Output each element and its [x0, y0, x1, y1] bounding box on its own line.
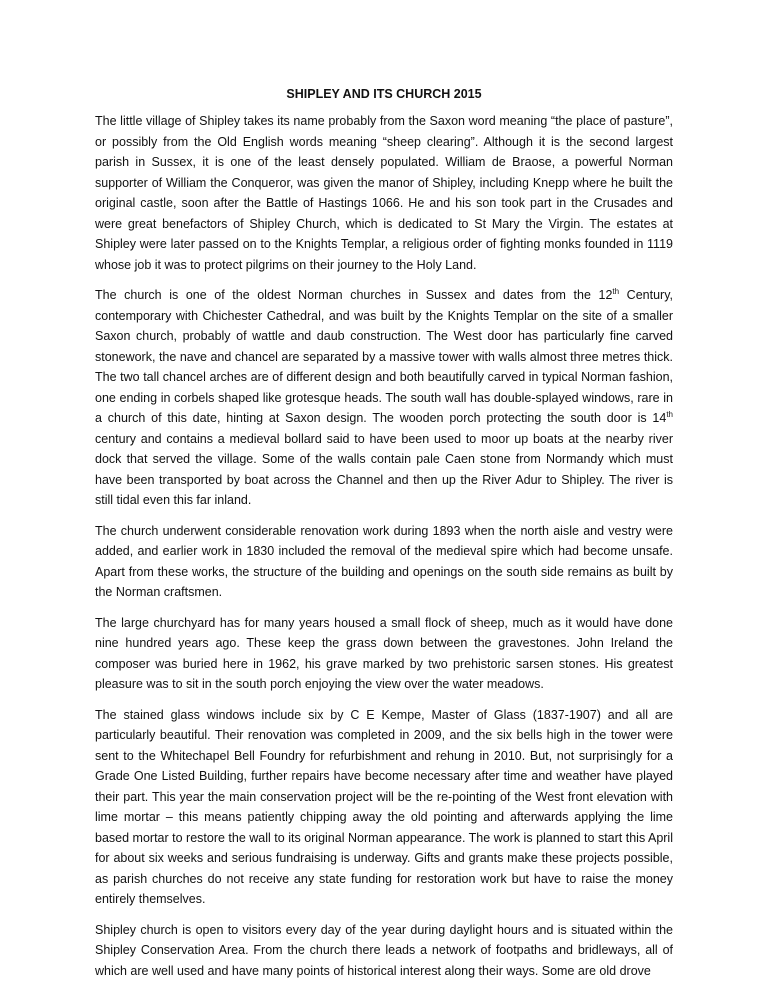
paragraph-stained-glass: The stained glass windows include six by C E Kempe, Master of Glass (1837-1907) and all are particularly beautiful. Their renovation was completed in 2009, and the six bells high in the tower were sent to the Whitechapel Bell Foundry for refurbishment and rehung in 2010. But, not surprisingly for a Grade One Listed Building, further repairs have become necessary after time and weather have played their part. This year the main conservation project will be the re-pointing of the West front elevation with lime mortar – this means patiently chipping away the old pointing and afterwards applying the lime based mortar to restore the wall to its original Norman appearance. The work is planned to start this April for about six weeks and serious fundraising is underway. Gifts and grants make these projects possible, as parish churches do not receive any state funding for restoration work but have to raise the money entirely themselves.	[95, 707, 673, 906]
text-segment: century and contains a medieval bollard said to have been used to moor up boats at the nearby river dock that served the village. Some of the walls contain pale Caen stone from Normandy which must have been transported by boat across the Channel and then up the River Adur to Shipley. The river is still tidal even this far inland.	[95, 431, 673, 507]
paragraph-churchyard: The large churchyard has for many years housed a small flock of sheep, much as it would have done nine hundred years ago. These keep the grass down between the gravestones. John Ireland the composer was buried here in 1962, his grave marked by two prehistoric sarsen stones. His greatest pleasure was to sit in the south porch enjoying the view over the water meadows.	[95, 615, 673, 691]
superscript: th	[612, 286, 620, 296]
document-title: SHIPLEY AND ITS CHURCH 2015	[286, 87, 482, 101]
paragraph-renovation: The church underwent considerable renovation work during 1893 when the north aisle and vestry were added, and earlier work in 1830 included the removal of the medieval spire which had become unsafe. Apart from these works, the structure of the building and openings on the south side remains as built by the Norman craftsmen.	[95, 523, 673, 599]
text-segment: Century, contemporary with Chichester Cathedral, and was built by the Knights Templar on the site of a smaller Saxon church, probably of wattle and daub construction. The West door has particularly fine carved stonework, the nave and chancel are separated by a massive tower with walls almost three metres thick. The two tall chancel arches are of different design and both beautifully carved in typical Norman fashion, one ending in corbels shaped like grotesque heads. The south wall has double-splayed windows, rare in a church of this date, hinting at Saxon design. The wooden porch protecting the south door is 14	[95, 288, 673, 425]
superscript: th	[666, 409, 673, 419]
paragraph-church-architecture	[95, 285, 673, 511]
paragraph-visitors: Shipley church is open to visitors every day of the year during daylight hours and is situated within the Shipley Conservation Area. From the church there leads a network of footpaths and bridleways, all of which are well used and have many points of historical interest along their ways. Some are old drove	[95, 922, 673, 978]
paragraph-village-history: The little village of Shipley takes its name probably from the Saxon word meaning “the place of pasture”, or possibly from the Old English words meaning “sheep clearing”. Although it is the second largest parish in Sussex, it is one of the least densely populated. William de Braose, a powerful Norman supporter of William the Conqueror, was given the manor of Shipley, including Knepp where he built the original castle, soon after the Battle of Hastings 1066. He and his son took part in the Crusades and were great benefactors of Shipley Church, which is dedicated to St Mary the Virgin. The estates at Shipley were later passed on to the Knights Templar, a religious order of fighting monks founded in 1119 whose job it was to protect pilgrims on their journey to the Holy Land.	[95, 114, 673, 272]
text-segment: The church is one of the oldest Norman churches in Sussex and dates from the 12	[95, 288, 613, 302]
document-page	[95, 84, 673, 991]
